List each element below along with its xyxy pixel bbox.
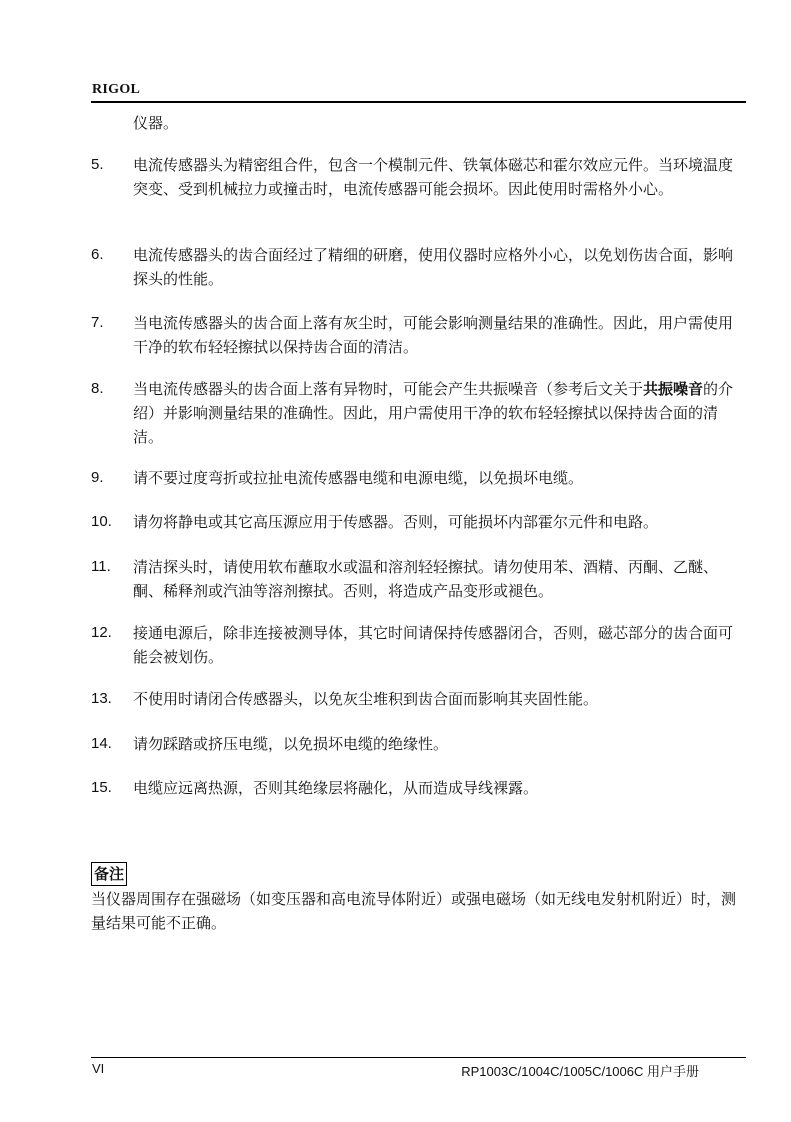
list-item <box>91 510 745 534</box>
item-number: 9. <box>91 469 104 486</box>
header-rule <box>91 101 746 103</box>
page-number: VI <box>92 1061 105 1076</box>
note-title: 备注 <box>91 862 127 886</box>
list-item <box>91 621 745 669</box>
item-text <box>133 377 745 449</box>
item-number: 10. <box>91 513 112 530</box>
item-number: 8. <box>91 380 104 397</box>
list-item <box>91 732 745 756</box>
item-text: 电缆应远离热源，否则其绝缘层将融化，从而造成导线裸露。 <box>133 779 539 797</box>
item-text: 请勿将静电或其它高压源应用于传感器。否则，可能损坏内部霍尔元件和电路。 <box>133 513 659 531</box>
item-number: 7. <box>91 314 104 331</box>
item-number: 15. <box>91 779 112 796</box>
item-number: 11. <box>91 558 111 575</box>
list-item <box>91 243 745 291</box>
item-number: 6. <box>91 246 104 263</box>
item-text: 请不要过度弯折或拉扯电流传感器电缆和电源电缆，以免损坏电缆。 <box>133 469 584 487</box>
item-number: 5. <box>91 156 104 173</box>
item-text: 电流传感器头的齿合面经过了精细的研磨，使用仪器时应格外小心，以免划伤齿合面，影响探头的性能。 <box>133 246 734 288</box>
note-text: 当仪器周围存在强磁场（如变压器和高电流导体附近）或强电磁场（如无线电发射机附近）时，测量结果可能不正确。 <box>91 890 737 932</box>
item-text: 清洁探头时，请使用软布蘸取水或温和溶剂轻轻擦拭。请勿使用苯、酒精、丙酮、乙醚、酮、稀释剂或汽油等溶剂擦拭。否则，将造成产品变形或褪色。 <box>133 558 719 600</box>
brand-logo: RIGOL <box>92 82 141 97</box>
item-number: 13. <box>91 690 112 707</box>
list-item <box>91 776 745 800</box>
item-text: 电流传感器头为精密组合件，包含一个模制元件、铁氧体磁芯和霍尔效应元件。当环境温度突变、受到机械拉力或撞击时，电流传感器可能会损坏。因此使用时需格外小心。 <box>133 156 734 198</box>
list-item <box>91 555 745 603</box>
continuation-text: 仪器。 <box>133 114 179 132</box>
list-item <box>91 153 745 201</box>
list-item <box>91 466 745 490</box>
item-text-post: 的介绍）并影响测量结果的准确性。因此，用户需使用干净的软布轻轻擦拭以保持齿合面的清洁。 <box>133 380 734 446</box>
footer-rule <box>91 1057 746 1058</box>
item-text-pre: 当电流传感器头的齿合面上落有异物时，可能会产生共振噪音（参考后文关于 <box>133 380 644 398</box>
item-number: 12. <box>91 624 112 641</box>
list-item <box>91 687 745 711</box>
resonance-noise-term: 共振噪音 <box>643 380 704 398</box>
item-text: 请勿踩踏或挤压电缆，以免损坏电缆的绝缘性。 <box>133 735 449 753</box>
item-text: 接通电源后，除非连接被测导体，其它时间请保持传感器闭合，否则，磁芯部分的齿合面可能会被划伤。 <box>133 624 734 666</box>
list-item <box>91 311 745 359</box>
list-item <box>91 377 745 449</box>
item-text: 当电流传感器头的齿合面上落有灰尘时，可能会影响测量结果的准确性。因此，用户需使用干净的软布轻轻擦拭以保持齿合面的清洁。 <box>133 314 734 356</box>
document-title: RP1003C/1004C/1005C/1006C 用户手册 <box>461 1064 699 1079</box>
item-text: 不使用时请闭合传感器头，以免灰尘堆积到齿合面而影响其夹固性能。 <box>133 690 599 708</box>
item-number: 14. <box>91 735 112 752</box>
